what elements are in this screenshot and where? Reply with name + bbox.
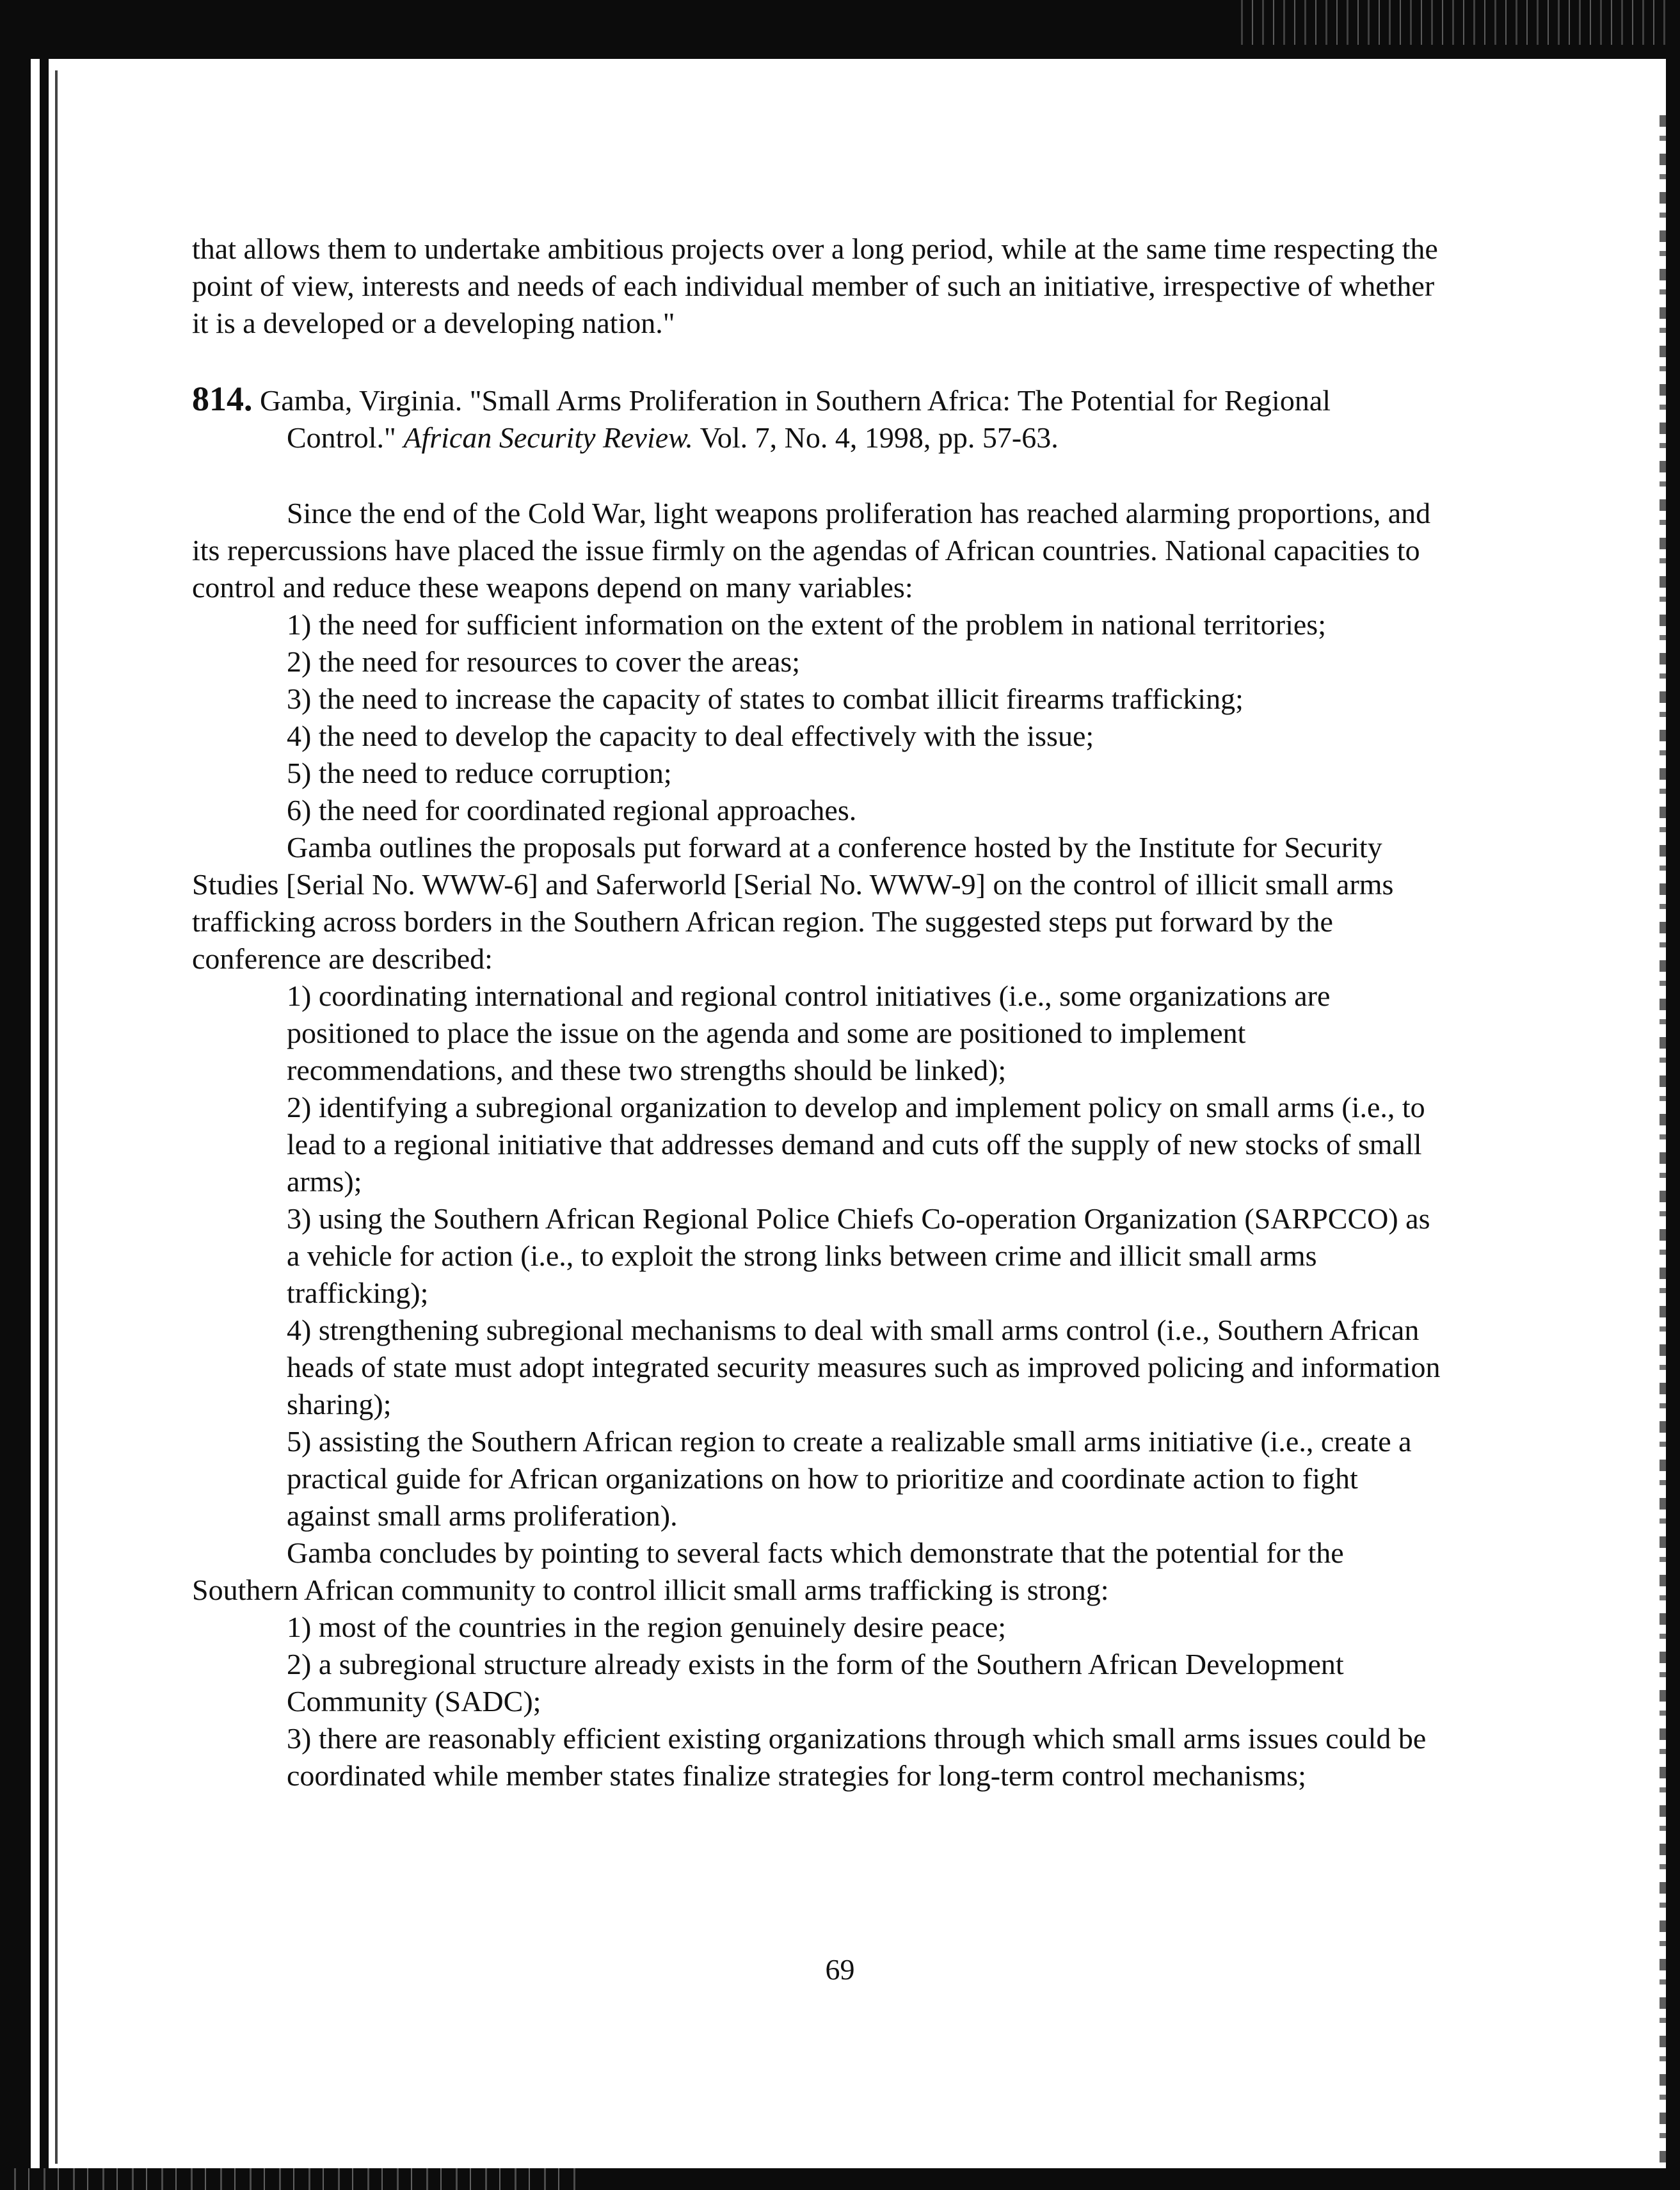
list-item: 2) identifying a subregional organization to develop and implement policy on small arms (i.e., to lead to a regional initiative that addresses demand and cuts off the supply of new stocks of small arms); [287, 1091, 1425, 1198]
scan-border-right [1666, 0, 1680, 2190]
list-item: 4) strengthening subregional mechanisms to deal with small arms control (i.e., Southern African heads of state must adopt integrated security measures such as improved policing and information sharing); [287, 1314, 1441, 1421]
entry-number: 814. [192, 380, 253, 418]
proposals-paragraph: Gamba outlines the proposals put forward at a conference hosted by the Institute for Security Studies [Serial No. WWW-6] and Saferworld [Serial No. WWW-9] on the control of illicit small arms trafficking across borders in the Southern African region. The suggested steps put forward by the conference are described: [192, 831, 1394, 975]
list-item: 3) using the Southern African Regional Police Chiefs Co-operation Organization (SARPCCO) as a vehicle for action (i.e., to exploit the strong links between crime and illicit small arms trafficking); [287, 1202, 1430, 1309]
conclusion-paragraph: Gamba concludes by pointing to several facts which demonstrate that the potential for the Southern African community to control illicit small arms trafficking is strong: [192, 1536, 1344, 1606]
list-item: 6) the need for coordinated regional approaches. [287, 794, 857, 826]
scan-border-bottom [0, 2168, 1680, 2190]
scan-border-top [0, 0, 1680, 59]
list-item: 5) the need to reduce corruption; [287, 757, 672, 789]
opening-paragraph: that allows them to undertake ambitious projects over a long period, while at the same time respecting the point of view, interests and needs of each individual member of such an initiative, irrespective of whether it is a developed or a developing nation." [192, 232, 1438, 339]
list-item: 4) the need to develop the capacity to deal effectively with the issue; [287, 720, 1094, 752]
page-number: 69 [825, 1953, 855, 1986]
list-item: 1) most of the countries in the region genuinely desire peace; [287, 1611, 1007, 1643]
citation-text: Gamba, Virginia. "Small Arms Proliferation in Southern Africa: The Potential for Regional Control." [260, 384, 1331, 454]
document-page [192, 230, 1446, 1794]
scan-border-left [0, 0, 31, 2190]
citation-details: Vol. 7, No. 4, 1998, pp. 57-63. [692, 421, 1059, 454]
scan-edge-line [40, 59, 49, 2171]
journal-title: African Security Review. [403, 421, 693, 454]
spacer [192, 342, 1446, 380]
scan-edge-noise [1660, 115, 1666, 2164]
list-item: 3) there are reasonably efficient existing organizations through which small arms issues could be coordinated while member states finalize strategies for long-term control mechanisms; [287, 1722, 1427, 1792]
list-item: 1) coordinating international and regional control initiatives (i.e., some organizations are positioned to place the issue on the agenda and some are positioned to implement recommendations, and these two strengths should be linked); [287, 979, 1331, 1086]
list-item: 5) assisting the Southern African region to create a realizable small arms initiative (i.e., create a practical guide for African organizations on how to prioritize and coordinate action to fight against small arms proliferation). [287, 1425, 1412, 1532]
list-item: 2) a subregional structure already exists in the form of the Southern African Development Community (SADC); [287, 1648, 1344, 1718]
scan-edge-line-thin [55, 70, 58, 2164]
list-item: 1) the need for sufficient information on the extent of the problem in national territories; [287, 608, 1326, 641]
intro-paragraph: Since the end of the Cold War, light weapons proliferation has reached alarming proportions, and its repercussions have placed the issue firmly on the agendas of African countries. National capacities to control and reduce these weapons depend on many variables: [192, 497, 1431, 604]
list-item: 2) the need for resources to cover the areas; [287, 645, 801, 678]
spacer [192, 456, 1446, 495]
bibliography-entry [192, 380, 1446, 456]
list-item: 3) the need to increase the capacity of states to combat illicit firearms trafficking; [287, 682, 1244, 715]
